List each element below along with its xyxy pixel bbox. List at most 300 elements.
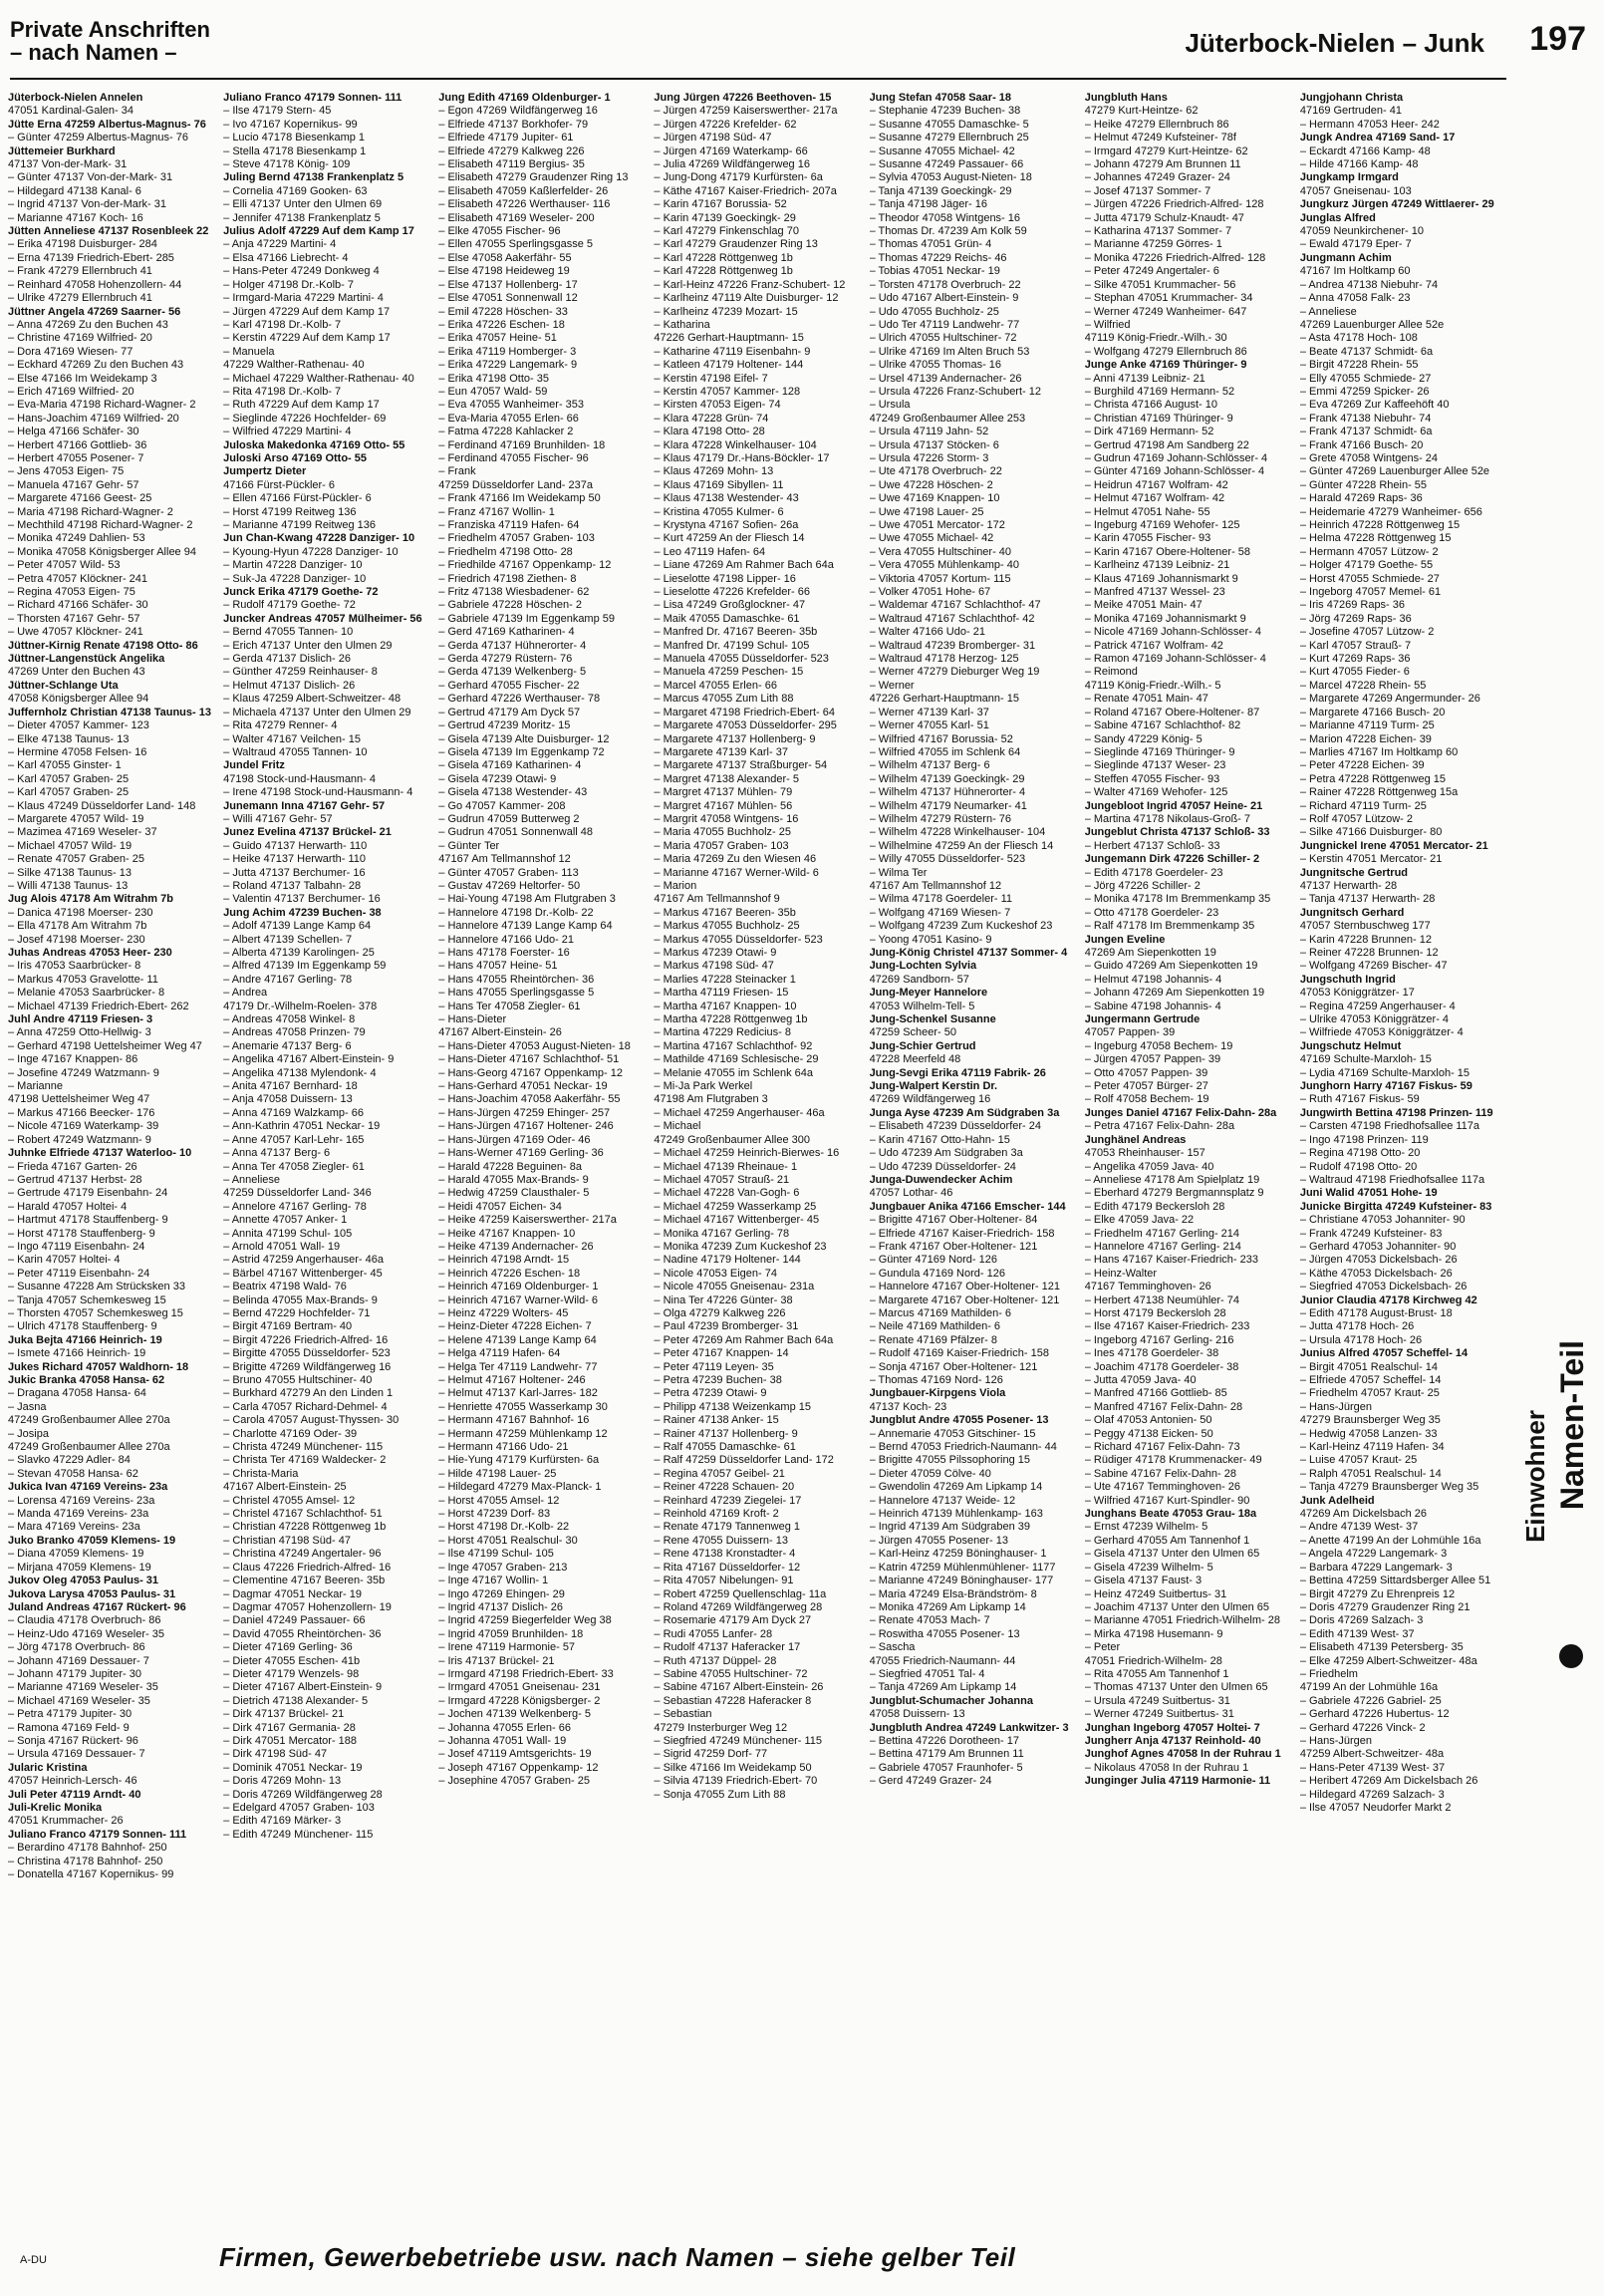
directory-entry: – Ralph 47051 Realschul- 14 [1299,1467,1442,1480]
directory-entry: – Gisela 47137 Faust- 3 [1084,1575,1203,1587]
directory-entry: – Karl 47057 Graben- 25 [8,772,130,785]
directory-entry: – Tanja 47198 Jäger- 16 [869,198,988,211]
directory-entry: Jungbluth Hans [1084,92,1168,104]
directory-entry: – Karlheinz 47239 Mozart- 15 [654,305,798,318]
directory-entry: – Vera 47055 Hultschiner- 40 [869,545,1012,558]
directory-entry: – Hans-Joachim 47169 Wilfried- 20 [8,412,179,425]
directory-entry: – Hans 47055 Rheintörchen- 36 [438,973,595,986]
directory-entry: – Thomas 47051 Grün- 4 [869,238,992,251]
directory-entry: – Helmut 47249 Kufsteiner- 78f [1084,132,1236,144]
directory-entry: – Helma 47228 Röttgenweg 15 [1299,532,1452,545]
directory-entry: – Hannelore 47139 Lange Kamp 64 [438,920,613,933]
directory-entry: – Marcel 47055 Erlen- 66 [654,679,777,692]
directory-entry: – Edith 47169 Märker- 3 [223,1815,342,1828]
directory-entry: – Marianne [8,1080,64,1093]
directory-entry: – Peter 47228 Eichen- 39 [1299,759,1425,772]
directory-entry: Junior Claudia 47178 Kirchweg 42 [1299,1293,1477,1306]
directory-entry: – Wilhelm 47139 Goeckingk- 29 [869,772,1025,785]
directory-entry: – Friedhilde 47167 Oppenkamp- 12 [438,559,612,572]
directory-entry: Junginger Julia 47119 Harmonie- 11 [1084,1775,1271,1788]
directory-entry: Jung-Meyer Hannelore [869,987,988,1000]
directory-entry: – Olga 47279 Kalkweg 226 [654,1306,786,1319]
directory-entry: – Annemarie 47053 Gitschiner- 15 [869,1427,1036,1440]
directory-entry: – Irmgard-Maria 47229 Martini- 4 [223,292,384,305]
directory-entry: – Ingo 47198 Prinzen- 119 [1299,1133,1429,1146]
directory-entry: – Margarete 47053 Düsseldorfer- 295 [654,719,837,732]
directory-entry: – Ralf 47178 Im Bremmenkamp 35 [1084,920,1255,933]
directory-entry: – Dominik 47051 Neckar- 19 [223,1761,363,1774]
directory-entry: – Michael 47139 Rheinaue- 1 [654,1160,798,1173]
directory-entry: – Wilma Ter [869,866,928,879]
directory-entry: – Gustav 47269 Heltorfer- 50 [438,879,581,892]
directory-entry: – Hannelore 47167 Gerling- 214 [1084,1240,1241,1253]
directory-entry: Jungnitsch Gerhard [1299,906,1405,919]
directory-entry: – Jochen 47139 Welkenberg- 5 [438,1708,591,1721]
directory-entry: – Diana 47059 Klemens- 19 [8,1548,144,1561]
directory-entry: – Ramona 47169 Feld- 9 [8,1721,130,1734]
directory-entry: – Grete 47058 Wintgens- 24 [1299,451,1439,464]
directory-entry: – Erika 47198 Otto- 35 [438,372,549,385]
directory-entry: – Alfred 47139 Im Eggenkamp 59 [223,960,387,973]
directory-entry: – Waltraud 47167 Schlachthof- 42 [869,612,1035,625]
directory-entry: – Ursula [869,399,911,412]
directory-entry: – Manuela 47055 Düsseldorfer- 523 [654,653,829,666]
directory-entry: 47051 Krummacher- 26 [8,1815,124,1828]
directory-entry: – Gisela 47239 Wilhelm- 5 [1084,1561,1213,1574]
directory-entry: – Ingrid 47137 Dislich- 26 [438,1600,564,1613]
directory-entry: – Dirk 47167 Germania- 28 [223,1721,356,1734]
directory-entry: – Guido 47269 Am Siepenkotten 19 [1084,960,1258,973]
directory-entry: – Doris 47269 Wildfängerweg 28 [223,1788,383,1801]
directory-entry: Jüttemeier Burkhard [8,144,116,157]
directory-entry: – Gerd 47249 Grazer- 24 [869,1775,992,1788]
directory-entry: – Eun 47057 Wald- 59 [438,385,548,398]
directory-entry: 47166 Fürst-Pückler- 6 [223,478,336,491]
directory-entry: – Doris 47269 Salzach- 3 [1299,1614,1424,1627]
directory-entry: – Josef 47198 Moerser- 230 [8,933,145,946]
directory-entry: – Torsten 47178 Overbruch- 22 [869,278,1021,291]
directory-entry: – Waltraud 47198 Friedhofsallee 117a [1299,1173,1485,1186]
directory-entry: – Bernd 47053 Friedrich-Naumann- 44 [869,1441,1057,1454]
directory-entry: – Bernd 47055 Tannen- 10 [223,626,354,639]
directory-entry: – Wolfgang 47269 Bischer- 47 [1299,960,1448,973]
directory-entry: – Frank 47249 Kufsteiner- 83 [1299,1227,1443,1240]
directory-entry: – Eva-Maria 47055 Erlen- 66 [438,412,579,425]
directory-entry: – Gerhard 47055 Fischer- 22 [438,679,580,692]
directory-entry: – Regina 47053 Eigen- 75 [8,586,135,599]
directory-entry: 47059 Neunkirchener- 10 [1299,225,1424,238]
directory-entry: – Kyoung-Hyun 47228 Danziger- 10 [223,545,399,558]
directory-entry: – Karin 47167 Borussia- 52 [654,198,787,211]
directory-entry: – Melanie 47055 im Schlenk 64a [654,1066,814,1079]
directory-entry: – Werner 47139 Karl- 37 [869,706,989,718]
directory-entry: – Hai-Young 47198 Am Flutgraben 3 [438,893,616,906]
directory-entry: – Maria 47269 Zu den Wiesen 46 [654,853,817,866]
directory-column [1300,92,1505,2244]
directory-entry: – Robert 47249 Watzmann- 9 [8,1133,151,1146]
section-heading [10,18,210,64]
directory-entry: – Bettina 47259 Sittardsberger Allee 51 [1299,1575,1491,1587]
directory-entry: – Anneliese [223,1173,281,1186]
directory-entry: – Dieter 47167 Albert-Einstein- 9 [223,1681,383,1694]
directory-entry: – Robert 47259 Quellenschlag- 11a [654,1587,827,1600]
directory-entry: – Elly 47055 Schmiede- 27 [1299,372,1432,385]
directory-entry: Julius Adolf 47229 Auf dem Kamp 17 [223,225,414,238]
directory-entry: Juffernholz Christian 47138 Taunus- 13 [8,706,211,718]
directory-entry: – Mechthild 47198 Richard-Wagner- 2 [8,519,193,531]
directory-entry: 47137 Herwarth- 28 [1299,879,1398,892]
directory-entry: – Neile 47169 Mathilden- 6 [869,1320,1001,1333]
directory-entry: – Markus 47198 Süd- 47 [654,960,774,973]
directory-entry: – Marcus 47169 Mathilden- 6 [869,1306,1012,1319]
directory-entry: – Markus 47053 Gravelotte- 11 [8,973,158,986]
directory-entry: – Cornelia 47169 Gooken- 63 [223,184,368,197]
directory-entry: 47269 Lauenburger Allee 52e [1299,318,1445,331]
directory-entry: – Heinz 47229 Wolters- 45 [438,1306,569,1319]
directory-entry: 47053 Wilhelm-Tell- 5 [869,1000,975,1012]
directory-entry: – Johanna 47051 Wall- 19 [438,1734,567,1747]
directory-entry: – Monika 47269 Am Lipkamp 14 [869,1600,1026,1613]
directory-entry: – Silke 47166 Duisburger- 80 [1299,826,1443,839]
directory-entry: – Peter 47057 Wild- 53 [8,559,121,572]
directory-entry: – Rainer 47228 Röttgenweg 15a [1299,786,1459,799]
directory-entry: – Emmi 47259 Spicker- 26 [1299,385,1430,398]
directory-entry: 47057 Lothar- 46 [869,1187,953,1200]
directory-entry: – Christine 47169 Wilfried- 20 [8,332,152,345]
directory-entry: – Rita 47198 Dr.-Kolb- 7 [223,385,342,398]
directory-entry: – Karl 47057 Graben- 25 [8,786,130,799]
directory-entry: Juli Peter 47119 Arndt- 40 [8,1788,141,1801]
directory-entry: – Philipp 47138 Weizenkamp 15 [654,1400,811,1413]
directory-entry: – Inge 47057 Graben- 213 [438,1561,568,1574]
directory-entry: – Gerhard 47198 Uettelsheimer Weg 47 [8,1039,202,1052]
directory-entry: – Wilfriede 47053 Königgrätzer- 4 [1299,1026,1464,1039]
directory-entry: 47198 Uettelsheimer Weg 47 [8,1093,150,1106]
directory-entry: – Patrick 47167 Wolfram- 42 [1084,639,1223,652]
directory-entry: – Iris 47053 Saarbrücker- 8 [8,960,141,973]
footer-code: A-DU [20,2254,47,2266]
directory-entry: – Rudolf 47137 Haferacker 17 [654,1641,801,1654]
directory-entry: – Waltraud 47055 Tannen- 10 [223,745,368,758]
directory-entry: Jüttner-Kirnig Renate 47198 Otto- 86 [8,639,198,652]
directory-entry: Jung Edith 47169 Oldenburger- 1 [438,92,611,104]
directory-entry: – Renate 47169 Pfälzer- 8 [869,1333,997,1346]
directory-entry: – Clementine 47167 Beeren- 35b [223,1575,386,1587]
directory-entry: – Else 47137 Hollenberg- 17 [438,278,578,291]
directory-entry: – Martina 47167 Schlachthof- 92 [654,1039,813,1052]
directory-entry: 47053 Königgrätzer- 17 [1299,987,1415,1000]
directory-entry: – Margret 47138 Alexander- 5 [654,772,799,785]
directory-entry: – Dirk 47137 Brückel- 21 [223,1708,345,1721]
page-number: 197 [1529,20,1586,58]
directory-entry: – Klaus 47138 Westender- 43 [654,492,799,505]
directory-entry: – Hermine 47058 Felsen- 16 [8,745,147,758]
directory-entry: – Elisabeth 47239 Düsseldorfer- 24 [869,1120,1042,1133]
directory-entry: – Susanne 47279 Ellernbruch 25 [869,132,1029,144]
directory-entry: – Marianne 47249 Böninghauser- 177 [869,1575,1054,1587]
directory-entry: Jung Jürgen 47226 Beethoven- 15 [654,92,832,104]
directory-entry: – Monika 47239 Zum Kuckeshof 23 [654,1240,827,1253]
directory-entry: – Birgitte 47055 Düsseldorfer- 523 [223,1347,391,1360]
directory-entry: – Rita 47167 Düsseldorfer- 12 [654,1561,801,1574]
directory-entry: – Josef 47137 Sommer- 7 [1084,184,1211,197]
directory-entry: – Günter 47057 Graben- 113 [438,866,579,879]
directory-entry: – Horst 47055 Schmiede- 27 [1299,572,1440,585]
directory-column [223,92,428,2244]
directory-entry: – Kurt 47259 An der Fliesch 14 [654,532,805,545]
directory-entry: 47053 Rheinhauser- 157 [1084,1147,1205,1160]
directory-entry: – Anna 47259 Otto-Hellwig- 3 [8,1026,151,1039]
directory-entry: – Ursula 47226 Storm- 3 [869,451,989,464]
directory-entry: – Harald 47269 Raps- 36 [1299,492,1423,505]
directory-entry: – Lieselotte 47226 Krefelder- 66 [654,586,810,599]
directory-entry: – Gerhard 47053 Johanniter- 90 [1299,1240,1457,1253]
directory-entry: – Heinz-Udo 47169 Weseler- 35 [8,1627,164,1640]
directory-entry: – Dragana 47058 Hansa- 64 [8,1387,146,1400]
directory-entry: 47167 Albert-Einstein- 26 [438,1026,562,1039]
directory-entry: – Gertrud 47137 Herbst- 28 [8,1173,142,1186]
directory-entry: 47179 Dr.-Wilhelm-Roelen- 378 [223,1000,378,1012]
directory-entry: – Udo 47239 Düsseldorfer- 24 [869,1160,1016,1173]
directory-entry: Juloska Makedonka 47169 Otto- 55 [223,438,405,451]
directory-entry: Jungbauer-Kirpgens Viola [869,1387,1006,1400]
directory-entry: – Ursula 47119 Jahn- 52 [869,426,989,438]
directory-entry: – Sascha [869,1641,916,1654]
directory-entry: – Jürgen 47229 Auf dem Kamp 17 [223,305,391,318]
directory-entry: – Uwe 47051 Mercator- 172 [869,519,1005,531]
directory-entry: – Waltraud 47239 Bromberger- 31 [869,639,1036,652]
directory-entry: – Rita 47279 Renner- 4 [223,719,338,732]
directory-entry: – Karl 47279 Finkenschlag 70 [654,225,799,238]
directory-entry: 47249 Großenbaumer Allee 253 [869,412,1026,425]
directory-entry: – Karin 47167 Obere-Holtener- 58 [1084,545,1251,558]
directory-entry: – Sieglinde 47226 Hochfelder- 69 [223,412,387,425]
directory-entry: – Renate 47053 Mach- 7 [869,1614,990,1627]
directory-entry: – Ingeborg 47167 Gerling- 216 [1084,1333,1234,1346]
directory-entry: – Günter 47228 Rhein- 55 [1299,478,1428,491]
directory-entry: – Ralf 47259 Düsseldorfer Land- 172 [654,1454,834,1467]
directory-entry: – Lorensa 47169 Vereins- 23a [8,1494,155,1507]
directory-entry: – Edith 47179 Beckersloh 28 [1084,1200,1225,1213]
directory-entry: – Jörg 47226 Schiller- 2 [1084,879,1201,892]
directory-entry: – Rudi 47055 Lanfer- 28 [654,1627,773,1640]
directory-entry: – Sandy 47229 König- 5 [1084,732,1203,745]
directory-entry: – Peter 47269 Am Rahmer Bach 64a [654,1333,834,1346]
directory-entry: – Michael 47259 Angerhauser- 46a [654,1106,825,1119]
directory-entry: – Helmut 47051 Nahe- 55 [1084,505,1210,518]
directory-entry: – Else 47166 Im Weidekamp 3 [8,372,157,385]
directory-entry: – Else 47051 Sonnenwall 12 [438,292,578,305]
directory-entry: – Gerhard 47055 Am Tannenhof 1 [1084,1534,1250,1547]
directory-entry: – Dieter 47169 Gerling- 36 [223,1641,353,1654]
directory-entry: – Gisela 47139 Alte Duisburger- 12 [438,732,610,745]
directory-entry: – Anneliese [1299,305,1357,318]
directory-entry: Jung-Schier Gertrud [869,1039,976,1052]
directory-entry: – Günter 47259 Albertus-Magnus- 76 [8,132,189,144]
directory-entry: – Roland 47137 Talbahn- 28 [223,879,362,892]
directory-entry: – Carsten 47198 Friedhofsallee 117a [1299,1120,1480,1133]
directory-entry: – Jürgen 47259 Kaiserswerther- 217a [654,105,838,118]
directory-entry: – Heinrich 47169 Oldenburger- 1 [438,1281,599,1293]
directory-entry: – Ingrid 47137 Von-der-Mark- 31 [8,198,166,211]
directory-entry: – Birgit 47226 Friedrich-Alfred- 16 [223,1333,389,1346]
directory-entry: – Bettina 47226 Dorotheen- 17 [869,1734,1020,1747]
directory-entry: – Olaf 47053 Antonien- 50 [1084,1414,1212,1427]
directory-entry: – Burkhard 47279 An den Linden 1 [223,1387,394,1400]
directory-entry: 47269 Unter den Buchen 43 [8,666,145,679]
directory-entry: – Lydia 47169 Schulte-Marxloh- 15 [1299,1066,1470,1079]
directory-entry: – Dieter 47055 Eschen- 41b [223,1654,361,1667]
directory-entry: – Franz 47167 Wollin- 1 [438,505,555,518]
directory-entry: – Arnold 47051 Wall- 19 [223,1240,341,1253]
directory-entry: – Heidrun 47167 Wolfram- 42 [1084,478,1228,491]
directory-entry: – Udo 47167 Albert-Einstein- 9 [869,292,1019,305]
directory-entry: – Ursula 47137 Stöcken- 6 [869,438,999,451]
directory-entry: – Albert 47139 Schellen- 7 [223,933,353,946]
directory-entry: – Siegfried 47249 Münchener- 115 [654,1734,822,1747]
directory-entry: Jungebloot Ingrid 47057 Heine- 21 [1084,799,1263,812]
directory-entry: – Regina 47198 Otto- 20 [1299,1147,1421,1160]
directory-entry: – Krystyna 47167 Sofien- 26a [654,519,799,531]
directory-entry: – Tanja 47057 Schemkesweg 15 [8,1293,166,1306]
directory-entry: Jungschuth Ingrid [1299,973,1396,986]
directory-entry: – Elfriede 47279 Kalkweg 226 [438,144,585,157]
directory-entry: Junghof Agnes 47058 In der Ruhrau 1 [1084,1748,1281,1761]
directory-entry: – Inge 47167 Wollin- 1 [438,1575,549,1587]
directory-entry: – Doris 47269 Mohn- 13 [223,1775,342,1788]
directory-entry: – Anna 47169 Walzkamp- 66 [223,1106,364,1119]
directory-entry: – Lieselotte 47198 Lipper- 16 [654,572,796,585]
directory-entry: – Danica 47198 Moerser- 230 [8,906,153,919]
directory-entry: – Anna 47058 Falk- 23 [1299,292,1411,305]
directory-entry: Juncker Andreas 47057 Mülheimer- 56 [223,612,422,625]
directory-entry: – Elfriede 47179 Jupiter- 61 [438,132,574,144]
directory-entry: Jungemann Dirk 47226 Schiller- 2 [1084,853,1260,866]
directory-entry: – Friedhelm 47167 Gerling- 214 [1084,1227,1240,1240]
directory-entry: – Andrea 47138 Niebuhr- 74 [1299,278,1439,291]
directory-entry: – Ursula 47249 Suitbertus- 31 [1084,1694,1230,1707]
directory-entry: – Marlies 47167 Im Holtkamp 60 [1299,745,1459,758]
directory-entry: 47228 Meerfeld 48 [869,1053,961,1066]
directory-entry: – Gabriele 47226 Gabriel- 25 [1299,1694,1442,1707]
directory-entry: – Werner 47249 Wanheimer- 647 [1084,305,1247,318]
directory-entry: Junges Daniel 47167 Felix-Dahn- 28a [1084,1106,1277,1119]
directory-entry: – Tanja 47137 Herwarth- 28 [1299,893,1436,906]
directory-entry: – Udo Ter 47119 Landwehr- 77 [869,318,1020,331]
directory-entry: – Friedhelm [1299,1667,1358,1680]
directory-entry: Jungbluth Andrea 47249 Lankwitzer- 3 [869,1721,1069,1734]
directory-entry: – Hermann 47167 Bahnhof- 16 [438,1414,590,1427]
directory-entry: – Hans-Joachim 47058 Aakerfähr- 55 [438,1093,621,1106]
directory-entry: – Herbert 47137 Schloß- 33 [1084,839,1220,852]
directory-entry: – Klaus 47259 Albert-Schweitzer- 48 [223,693,401,706]
directory-entry: Juliano Franco 47179 Sonnen- 111 [223,92,402,104]
directory-entry: – Vera 47055 Mühlenkamp- 40 [869,559,1019,572]
directory-entry: – Willy 47055 Düsseldorfer- 523 [869,853,1026,866]
directory-entry: – Peter 47119 Eisenbahn- 24 [8,1267,150,1280]
directory-entry: – Ulrich 47055 Hultschiner- 72 [869,332,1017,345]
directory-entry: – Heike 47139 Andernacher- 26 [438,1240,594,1253]
directory-entry: Jungeblut Christa 47137 Schloß- 33 [1084,826,1270,839]
directory-entry: – Ute 47167 Temminghoven- 26 [1084,1481,1241,1494]
directory-entry: 47279 Braunsberger Weg 35 [1299,1414,1441,1427]
directory-entry: – Friedhelm 47057 Kraut- 25 [1299,1387,1440,1400]
directory-entry: – Luise 47057 Kraut- 25 [1299,1454,1418,1467]
directory-entry: Jungk Andrea 47169 Sand- 17 [1299,132,1456,144]
directory-entry: – Johann 47279 Am Brunnen 11 [1084,158,1241,171]
directory-entry: – Kerstin 47051 Mercator- 21 [1299,853,1443,866]
directory-entry: – Karlheinz 47119 Alte Duisburger- 12 [654,292,839,305]
directory-entry: – Hans-Jürgen [1299,1734,1372,1747]
directory-entry: – Frank 47138 Niebuhr- 74 [1299,412,1432,425]
directory-entry: Junglas Alfred [1299,211,1376,224]
directory-entry: 47279 Insterburger Weg 12 [654,1721,788,1734]
directory-entry: – Maria 47055 Buchholz- 25 [654,826,792,839]
directory-entry: Jungherr Anja 47137 Reinhold- 40 [1084,1734,1261,1747]
directory-entry: – Manda 47169 Vereins- 23a [8,1508,149,1521]
directory-entry: – Nicole 47053 Eigen- 74 [654,1267,777,1280]
directory-entry: – Ursula 47226 Franz-Schubert- 12 [869,385,1041,398]
directory-entry: – Brigitte 47167 Ober-Holtener- 84 [869,1214,1038,1227]
directory-entry: Jungermann Gertrude [1084,1013,1201,1026]
directory-entry: – Christian 47198 Süd- 47 [223,1534,351,1547]
directory-entry: – Michael 47259 Wasserkamp 25 [654,1200,817,1213]
directory-entry: – Ruth 47137 Düppel- 28 [654,1654,777,1667]
directory-entry: – Bärbel 47167 Wittenberger- 45 [223,1267,383,1280]
directory-entry: – Manfred 47167 Felix-Dahn- 28 [1084,1400,1243,1413]
directory-entry: 47055 Friedrich-Naumann- 44 [869,1654,1016,1667]
directory-entry: – Günter 47169 Nord- 126 [869,1254,997,1267]
directory-entry: – Erika 47229 Langemark- 9 [438,359,578,372]
directory-entry: – Asta 47178 Hoch- 108 [1299,332,1418,345]
directory-entry: – Marlies 47228 Steinacker 1 [654,973,796,986]
directory-entry: – Elisabeth 47279 Graudenzer Ring 13 [438,171,629,184]
directory-entry: – Waldemar 47167 Schlachthof- 47 [869,599,1041,612]
directory-entry: Juhnke Elfriede 47137 Waterloo- 10 [8,1147,192,1160]
directory-entry: – Peter 47119 Leyen- 35 [654,1360,774,1373]
directory-entry: – Edith 47178 Goerdeler- 23 [1084,866,1223,879]
directory-entry: – Käthe 47053 Dickelsbach- 26 [1299,1267,1453,1280]
directory-entry: – Christian 47169 Thüringer- 9 [1084,412,1233,425]
directory-column [870,92,1075,2244]
directory-entry: – Gerhard 47226 Werthauser- 78 [438,693,601,706]
directory-entry: – Heinrich 47228 Röttgenweg 15 [1299,519,1461,531]
directory-entry: – Jürgen 47226 Friedrich-Alfred- 128 [1084,198,1264,211]
directory-entry: – Gertrud 47198 Am Sandberg 22 [1084,438,1249,451]
directory-entry: – Frank 47137 Schmidt- 6a [1299,426,1433,438]
directory-entry: – Klara 47228 Grün- 74 [654,412,769,425]
directory-entry: – Rene 47055 Duissern- 13 [654,1534,788,1547]
directory-entry: – Hermann 47259 Mühlenkamp 12 [438,1427,608,1440]
directory-entry: – Thomas 47137 Unter den Ulmen 65 [1084,1681,1268,1694]
directory-entry: – Margarete 47269 Angermunder- 26 [1299,693,1480,706]
directory-entry: Junge Anke 47169 Thüringer- 9 [1084,359,1247,372]
directory-entry: – Markus 47239 Otawi- 9 [654,947,777,959]
directory-entry: – Rosemarie 47179 Am Dyck 27 [654,1614,812,1627]
directory-entry: Junck Erika 47179 Goethe- 72 [223,586,379,599]
directory-entry: – Karl 47228 Röttgenweg 1b [654,265,793,278]
directory-entry: Jundel Fritz [223,759,285,772]
directory-entry: – Helga 47166 Schäfer- 30 [8,426,139,438]
directory-entry: – Erika 47198 Duisburger- 284 [8,238,157,251]
directory-entry: – Frank 47167 Ober-Holtener- 121 [869,1240,1038,1253]
directory-entry: 47167 Am Tellmannshof 9 [654,893,780,906]
directory-entry: – Helmut 47198 Johannis- 4 [1084,973,1222,986]
directory-entry: – Johannes 47249 Grazer- 24 [1084,171,1230,184]
directory-entry: – Heinz 47249 Suitbertus- 31 [1084,1587,1227,1600]
directory-entry: – Sieglinde 47137 Weser- 23 [1084,759,1226,772]
directory-entry: – Rene 47138 Kronstadter- 4 [654,1548,796,1561]
